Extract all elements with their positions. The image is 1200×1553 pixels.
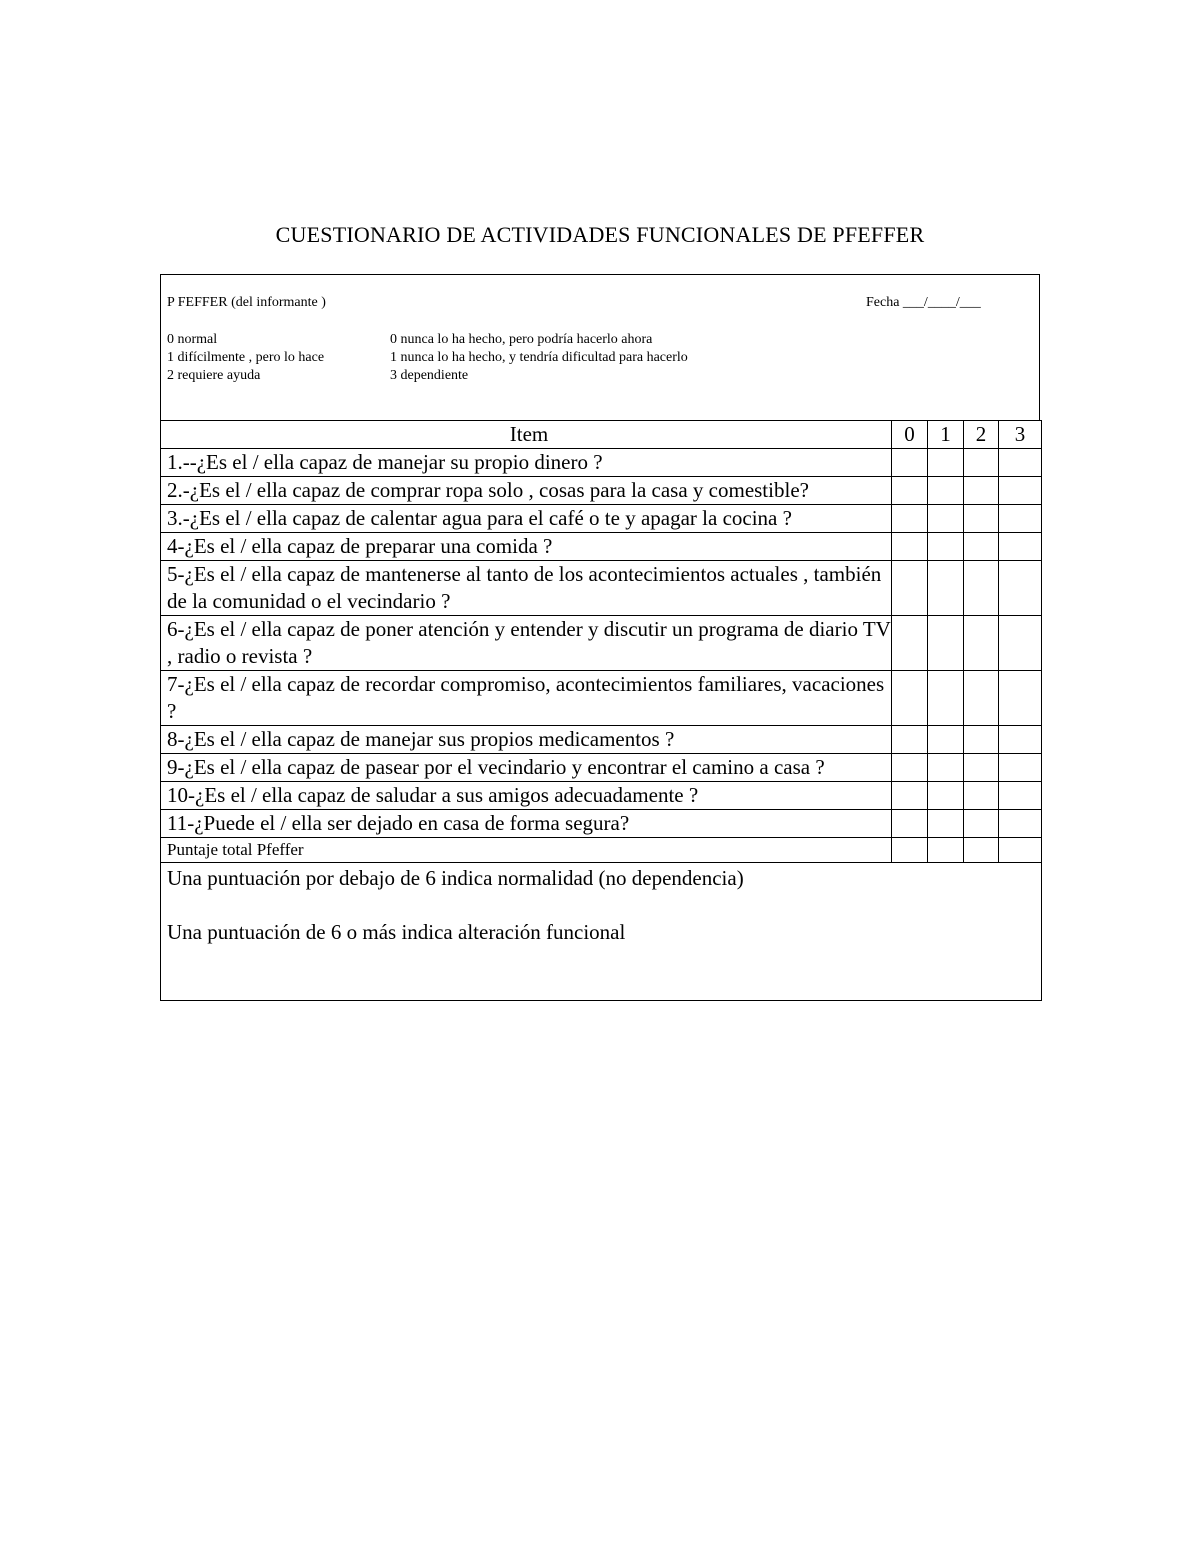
informant-label: P FEFFER (del informante ) <box>167 295 326 310</box>
scale-legend-item: 2 requiere ayuda <box>167 368 261 383</box>
score-cell[interactable] <box>999 616 1042 671</box>
interpretation-note: Una puntuación de 6 o más indica alteración funcional <box>167 920 626 944</box>
score-cell[interactable] <box>999 810 1042 838</box>
score-cell[interactable] <box>892 671 928 726</box>
question-text: 9-¿Es el / ella capaz de pasear por el vecindario y encontrar el camino a casa ? <box>161 754 892 782</box>
score-cell[interactable] <box>928 616 964 671</box>
score-cell[interactable] <box>892 810 928 838</box>
score-cell[interactable] <box>892 533 928 561</box>
table-row <box>161 671 1042 726</box>
score-cell[interactable] <box>964 505 999 533</box>
score-cell[interactable] <box>964 671 999 726</box>
score-cell[interactable] <box>999 477 1042 505</box>
score-cell[interactable] <box>928 533 964 561</box>
score-cell[interactable] <box>999 561 1042 616</box>
score-cell[interactable] <box>928 505 964 533</box>
score-cell[interactable] <box>999 533 1042 561</box>
question-text: 8-¿Es el / ella capaz de manejar sus propios medicamentos ? <box>161 726 892 754</box>
score-cell[interactable] <box>928 754 964 782</box>
score-cell[interactable] <box>928 726 964 754</box>
question-text: 4-¿Es el / ella capaz de preparar una comida ? <box>161 533 892 561</box>
score-cell[interactable] <box>928 810 964 838</box>
score-column-header: 0 <box>892 421 928 449</box>
table-row <box>161 782 1042 810</box>
question-text: 2.-¿Es el / ella capaz de comprar ropa solo , cosas para la casa y comestible? <box>161 477 892 505</box>
score-cell[interactable] <box>892 477 928 505</box>
table-row <box>161 616 1042 671</box>
total-score-label: Puntaje total Pfeffer <box>161 838 892 863</box>
score-cell[interactable] <box>999 671 1042 726</box>
score-cell[interactable] <box>892 561 928 616</box>
total-score-cell[interactable] <box>892 838 928 863</box>
table-row <box>161 449 1042 477</box>
question-text: 11-¿Puede el / ella ser dejado en casa de forma segura? <box>161 810 892 838</box>
scale-legend-item: 1 nunca lo ha hecho, y tendría dificultad para hacerlo <box>390 350 688 365</box>
score-cell[interactable] <box>892 449 928 477</box>
question-text: 7-¿Es el / ella capaz de recordar compromiso, acontecimientos familiares, vacaciones ? <box>161 671 892 726</box>
notes-row <box>161 863 1042 1001</box>
score-cell[interactable] <box>999 782 1042 810</box>
score-cell[interactable] <box>964 561 999 616</box>
score-cell[interactable] <box>964 616 999 671</box>
score-cell[interactable] <box>892 726 928 754</box>
scale-legend-item: 0 normal <box>167 332 218 347</box>
date-field[interactable]: Fecha ___/____/___ <box>866 295 981 310</box>
informant-header-box <box>160 274 1040 420</box>
score-column-header: 3 <box>999 421 1042 449</box>
score-cell[interactable] <box>999 726 1042 754</box>
score-cell[interactable] <box>928 561 964 616</box>
scale-legend-item: 3 dependiente <box>390 368 469 383</box>
score-cell[interactable] <box>964 449 999 477</box>
table-row <box>161 477 1042 505</box>
question-text: 10-¿Es el / ella capaz de saludar a sus amigos adecuadamente ? <box>161 782 892 810</box>
scale-legend-right <box>390 331 688 385</box>
score-cell[interactable] <box>928 477 964 505</box>
total-score-cell[interactable] <box>928 838 964 863</box>
score-cell[interactable] <box>964 726 999 754</box>
score-cell[interactable] <box>892 782 928 810</box>
score-cell[interactable] <box>964 754 999 782</box>
score-cell[interactable] <box>928 671 964 726</box>
score-cell[interactable] <box>892 754 928 782</box>
score-cell[interactable] <box>928 782 964 810</box>
question-text: 3.-¿Es el / ella capaz de calentar agua para el café o te y apagar la cocina ? <box>161 505 892 533</box>
scale-legend-left <box>167 331 324 385</box>
table-header-row <box>161 421 1042 449</box>
question-text: 6-¿Es el / ella capaz de poner atención y entender y discutir un programa de diario TV , radio o revista ? <box>161 616 892 671</box>
table-row <box>161 726 1042 754</box>
interpretation-note: Una puntuación por debajo de 6 indica normalidad (no dependencia) <box>167 866 744 890</box>
page-title: CUESTIONARIO DE ACTIVIDADES FUNCIONALES DE PFEFFER <box>275 222 925 247</box>
total-score-cell[interactable] <box>999 838 1042 863</box>
interpretation-notes <box>161 863 1042 1001</box>
table-row <box>161 533 1042 561</box>
score-cell[interactable] <box>892 505 928 533</box>
score-cell[interactable] <box>928 449 964 477</box>
table-row <box>161 561 1042 616</box>
score-column-header: 1 <box>928 421 964 449</box>
table-row <box>161 754 1042 782</box>
score-cell[interactable] <box>999 754 1042 782</box>
total-score-row <box>161 838 1042 863</box>
score-cell[interactable] <box>964 810 999 838</box>
question-text: 1.--¿Es el / ella capaz de manejar su propio dinero ? <box>161 449 892 477</box>
table-row <box>161 810 1042 838</box>
score-column-header: 2 <box>964 421 999 449</box>
question-text: 5-¿Es el / ella capaz de mantenerse al tanto de los acontecimientos actuales , también de la comunidad o el vecindario ? <box>161 561 892 616</box>
score-cell[interactable] <box>964 782 999 810</box>
score-cell[interactable] <box>892 616 928 671</box>
score-cell[interactable] <box>999 449 1042 477</box>
scale-legend-item: 0 nunca lo ha hecho, pero podría hacerlo ahora <box>390 332 653 347</box>
scale-legend-item: 1 difícilmente , pero lo hace <box>167 350 325 365</box>
table-row <box>161 505 1042 533</box>
score-cell[interactable] <box>964 477 999 505</box>
score-cell[interactable] <box>964 533 999 561</box>
questionnaire-table <box>160 420 1042 1001</box>
total-score-cell[interactable] <box>964 838 999 863</box>
score-cell[interactable] <box>999 505 1042 533</box>
item-column-header: Item <box>161 421 892 449</box>
